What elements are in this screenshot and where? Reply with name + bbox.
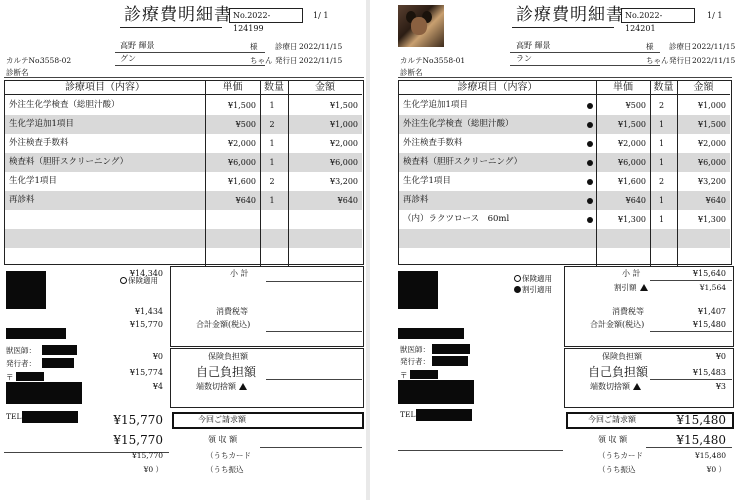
redacted-tel — [416, 409, 472, 421]
item-amount: ¥640 — [337, 196, 358, 205]
header-item: 診療項目（内容） — [5, 81, 205, 95]
card-label: （うちカード — [598, 451, 643, 460]
col-divider — [260, 81, 261, 266]
item-amount: ¥1,500 — [330, 101, 358, 110]
owner-underline — [115, 52, 265, 53]
item-price: ¥2,000 — [228, 139, 256, 148]
item-amount: ¥3,200 — [698, 177, 726, 186]
received-label: 領 収 額 — [208, 435, 238, 444]
col-divider — [288, 81, 289, 266]
subtotal-box — [170, 266, 364, 347]
item-amount: ¥6,000 — [698, 158, 726, 167]
redacted-address — [6, 382, 82, 404]
table-row — [399, 172, 730, 191]
item-qty: 1 — [658, 158, 665, 167]
item-price — [596, 229, 646, 248]
discount-label: 割引適用 — [522, 285, 552, 294]
header-price: 単価 — [596, 81, 650, 95]
items-table — [4, 80, 364, 265]
bullet-dot-icon — [587, 160, 593, 166]
insurance-radio-icon — [120, 277, 127, 284]
karte-label: カルテNo. — [400, 56, 436, 65]
pet-name: グン — [120, 54, 136, 63]
header-qty: 数量 — [650, 81, 677, 95]
item-qty — [260, 248, 284, 267]
table-row — [5, 172, 362, 191]
triangle-icon — [633, 383, 641, 390]
header-amount: 金額 — [677, 81, 730, 95]
item-name: 再診料 — [403, 195, 429, 205]
bullet-dot-icon — [587, 198, 593, 204]
redacted-vet — [432, 344, 470, 354]
bullet-dot-icon — [587, 141, 593, 147]
table-row — [399, 153, 730, 172]
item-amount — [288, 248, 358, 267]
item-amount — [677, 229, 726, 248]
discount-option — [514, 286, 552, 294]
title-underline — [512, 27, 614, 28]
item-qty: 2 — [269, 177, 275, 186]
item-amount: ¥640 — [705, 196, 726, 205]
diagnosis-underline — [398, 77, 732, 78]
col-divider — [596, 81, 597, 266]
item-qty — [650, 229, 673, 248]
item-name: 外注検査手数料 — [9, 138, 69, 148]
table-row — [5, 96, 362, 115]
self-pay-underline — [266, 379, 362, 380]
pet-underline — [115, 65, 265, 66]
pet-suffix: ちゃん — [646, 56, 669, 65]
discount-radio-icon — [514, 286, 521, 293]
item-qty: 1 — [658, 139, 665, 148]
item-name: （内）ラクツロース 60ml — [403, 214, 510, 224]
owner-underline — [510, 52, 660, 53]
table-row — [5, 191, 362, 210]
item-price: ¥1,500 — [228, 101, 256, 110]
item-qty: 2 — [269, 120, 275, 129]
received-value: ¥15,480 — [676, 433, 726, 447]
item-price: ¥6,000 — [228, 158, 256, 167]
item-qty: 1 — [658, 196, 665, 205]
item-price: ¥2,000 — [618, 139, 646, 148]
item-amount: ¥3,200 — [330, 177, 358, 186]
owner-name: 高野 輝景 — [120, 41, 155, 50]
invoice-title: 診療費明細書 — [124, 5, 232, 25]
title-underline — [120, 27, 222, 28]
self-pay-value: ¥15,774 — [129, 368, 163, 377]
item-amount — [288, 229, 358, 248]
discount-rate-label: 割引額 — [614, 283, 637, 292]
insurance-option — [514, 275, 552, 283]
table-row — [399, 191, 730, 210]
pet-name: ラン — [516, 54, 532, 63]
tel-label: TEL — [400, 410, 416, 419]
received-underline — [260, 447, 362, 448]
total-value: ¥15,770 — [129, 320, 163, 329]
issue-date-label: 発行日 — [275, 56, 298, 65]
visit-date: 2022/11/15 — [692, 42, 736, 51]
item-qty: 1 — [658, 215, 665, 224]
item-amount: ¥1,000 — [330, 120, 358, 129]
subtotal-value: ¥15,640 — [692, 269, 726, 278]
table-row — [5, 229, 362, 248]
redacted-tel — [22, 411, 78, 423]
self-pay-underline — [650, 379, 732, 380]
vet-label: 獣医師： — [400, 345, 430, 354]
billing-label: 今回ご請求額 — [588, 415, 636, 424]
received-label: 領 収 額 — [598, 435, 628, 444]
postal-mark: 〒 — [400, 371, 408, 380]
received-value: ¥15,770 — [113, 433, 163, 447]
visit-date: 2022/11/15 — [299, 42, 343, 51]
karte-label: カルテNo. — [6, 56, 42, 65]
rounding-value: ¥3 — [715, 382, 726, 391]
item-price: ¥1,600 — [618, 177, 646, 186]
insurance-label: 保険適用 — [128, 276, 158, 285]
rounding-label: 端数切捨額 — [590, 382, 630, 391]
item-price — [596, 248, 646, 267]
item-name: 生化学1項目 — [9, 176, 57, 186]
item-price: ¥1,500 — [618, 120, 646, 129]
total-value: ¥15,480 — [692, 320, 726, 329]
self-pay-label: 自己負担額 — [196, 365, 257, 379]
page-indicator: 1/ 1 — [313, 11, 329, 20]
tax-value: ¥1,407 — [698, 307, 726, 316]
total-label: 合計金額(税込) — [590, 320, 645, 329]
table-row — [5, 134, 362, 153]
item-qty: 1 — [269, 139, 275, 148]
total-underline — [266, 331, 362, 332]
document-number: No.2022-124199 — [229, 8, 303, 23]
item-amount — [288, 210, 358, 229]
tax-label: 消費税等 — [612, 307, 644, 316]
items-table — [398, 80, 732, 265]
item-amount: ¥2,000 — [330, 139, 358, 148]
item-price: ¥640 — [625, 196, 646, 205]
item-name: 生化学追加1項目 — [9, 119, 74, 129]
item-qty: 1 — [269, 196, 275, 205]
redacted-logo — [398, 271, 438, 309]
item-price: ¥1,600 — [228, 177, 256, 186]
redacted-issuer — [42, 358, 74, 368]
table-row — [399, 134, 730, 153]
item-amount: ¥2,000 — [698, 139, 726, 148]
item-price — [205, 248, 256, 267]
redacted-clinic — [6, 328, 66, 339]
item-amount: ¥6,000 — [330, 158, 358, 167]
item-price: ¥640 — [235, 196, 256, 205]
invoice-page-2 — [370, 0, 736, 500]
bullet-dot-icon — [587, 217, 593, 223]
billing-label: 今回ご請求額 — [198, 415, 246, 424]
table-row — [399, 96, 730, 115]
item-name: 検査料（胆肝スクリーニング） — [9, 157, 129, 167]
self-pay-value: ¥15,483 — [692, 368, 726, 377]
item-name: 外注生化学検査（総胆汁酸） — [403, 119, 514, 129]
billing-value: ¥15,480 — [676, 413, 726, 427]
diagnosis-label: 診断名 — [6, 68, 29, 77]
owner-name: 高野 輝景 — [516, 41, 551, 50]
header-amount: 金額 — [288, 81, 362, 95]
insurance-label: 保険適用 — [522, 274, 552, 283]
document-number: No.2022-124201 — [621, 8, 695, 23]
item-qty: 2 — [658, 101, 665, 110]
item-name: 生化学追加1項目 — [403, 100, 468, 110]
pet-photo — [398, 5, 444, 47]
table-row — [5, 210, 362, 229]
owner-suffix: 様 — [646, 42, 654, 51]
table-row — [5, 115, 362, 134]
subtotal-underline — [266, 281, 362, 282]
redacted-address — [398, 380, 474, 404]
item-amount: ¥1,000 — [698, 101, 726, 110]
item-name: 再診料 — [9, 195, 35, 205]
redacted-issuer — [432, 356, 468, 366]
item-qty: 2 — [658, 177, 665, 186]
issuer-label: 発行者： — [400, 357, 430, 366]
redacted-postal — [16, 372, 44, 381]
triangle-icon — [239, 383, 247, 390]
redacted-logo — [6, 271, 46, 309]
item-qty: 1 — [269, 158, 275, 167]
subtotal-value: ¥14,340 — [129, 269, 163, 278]
issue-date-label: 発行日 — [669, 56, 692, 65]
col-divider — [650, 81, 651, 266]
card-label: （うちカード — [206, 451, 251, 460]
rounding-value: ¥4 — [152, 382, 163, 391]
invoice-page-1 — [0, 0, 366, 500]
table-row — [399, 210, 730, 229]
billing-value: ¥15,770 — [113, 413, 163, 427]
item-qty: 1 — [658, 120, 665, 129]
page-indicator: 1/ 1 — [707, 11, 723, 20]
card-value: ¥15,480 — [694, 451, 726, 460]
transfer-value: ¥0 ） — [706, 465, 726, 474]
karte-number: 3558-02 — [40, 56, 72, 65]
discount-rate-row — [614, 284, 648, 292]
item-price: ¥500 — [625, 101, 646, 110]
table-row — [399, 229, 730, 248]
item-qty: 1 — [269, 101, 275, 110]
total-underline — [650, 331, 732, 332]
insurance-burden-label: 保険負担額 — [208, 352, 248, 361]
karte-number: 3558-01 — [434, 56, 466, 65]
tax-label: 消費税等 — [216, 307, 248, 316]
header-item: 診療項目（内容） — [399, 81, 596, 95]
subtotal-underline — [650, 280, 732, 281]
rounding-label: 端数切捨額 — [196, 382, 236, 391]
header-qty: 数量 — [260, 81, 288, 95]
pet-suffix: ちゃん — [250, 56, 273, 65]
bullet-dot-icon — [587, 179, 593, 185]
self-pay-label: 自己負担額 — [588, 365, 649, 379]
diagnosis-underline — [4, 77, 364, 78]
table-row — [399, 248, 730, 267]
item-qty — [260, 210, 284, 229]
item-price — [205, 210, 256, 229]
insurance-burden-value: ¥0 — [152, 352, 163, 361]
subtotal-label: 小 計 — [622, 269, 641, 278]
tel-label: TEL — [6, 412, 22, 421]
pet-underline — [510, 65, 660, 66]
insurance-burden-value: ¥0 — [715, 352, 726, 361]
visit-date-label: 診療日 — [669, 42, 692, 51]
received-underline — [646, 447, 732, 448]
redacted-clinic — [398, 328, 464, 339]
issue-date: 2022/11/15 — [692, 56, 736, 65]
item-name: 検査料（胆肝スクリーニング） — [403, 157, 523, 167]
transfer-label: （うち振込 — [206, 465, 244, 474]
insurance-radio-icon — [514, 275, 521, 282]
item-qty — [650, 248, 673, 267]
tax-value: ¥1,434 — [135, 307, 163, 316]
item-price — [205, 229, 256, 248]
postal-mark: 〒 — [6, 373, 14, 382]
item-price: ¥6,000 — [618, 158, 646, 167]
item-amount: ¥1,300 — [698, 215, 726, 224]
redacted-vet — [42, 345, 77, 355]
item-name: 外注検査手数料 — [403, 138, 463, 148]
item-amount: ¥1,500 — [698, 120, 726, 129]
transfer-label: （うち振込 — [598, 465, 636, 474]
invoice-title: 診療費明細書 — [516, 5, 624, 25]
item-amount — [677, 248, 726, 267]
item-name: 生化学1項目 — [403, 176, 451, 186]
insurance-option — [120, 277, 158, 285]
left-footer-line — [398, 450, 563, 451]
subtotal-label: 小 計 — [230, 269, 249, 278]
bullet-dot-icon — [587, 103, 593, 109]
item-price: ¥1,300 — [618, 215, 646, 224]
total-label: 合計金額(税込) — [196, 320, 251, 329]
triangle-icon — [640, 284, 648, 291]
item-price: ¥500 — [235, 120, 256, 129]
discount-amount: ¥1,564 — [699, 283, 726, 292]
issuer-label: 発行者： — [6, 359, 36, 368]
item-qty — [260, 229, 284, 248]
col-divider — [677, 81, 678, 266]
redacted-postal — [410, 370, 438, 379]
header-price: 単価 — [205, 81, 260, 95]
issue-date: 2022/11/15 — [299, 56, 343, 65]
vet-label: 獣医師： — [6, 346, 36, 355]
rounding-row — [196, 383, 247, 391]
item-name: 外注生化学検査（総胆汁酸） — [9, 100, 120, 110]
transfer-value: ¥0 ） — [143, 465, 163, 474]
diagnosis-label: 診断名 — [400, 68, 423, 77]
owner-suffix: 様 — [250, 42, 258, 51]
table-row — [399, 115, 730, 134]
table-row — [5, 248, 362, 267]
col-divider — [205, 81, 206, 266]
insurance-burden-label: 保険負担額 — [602, 352, 642, 361]
rounding-row — [590, 383, 641, 391]
visit-date-label: 診療日 — [275, 42, 298, 51]
table-row — [5, 153, 362, 172]
bullet-dot-icon — [587, 122, 593, 128]
card-value: ¥15,770 — [131, 451, 163, 460]
